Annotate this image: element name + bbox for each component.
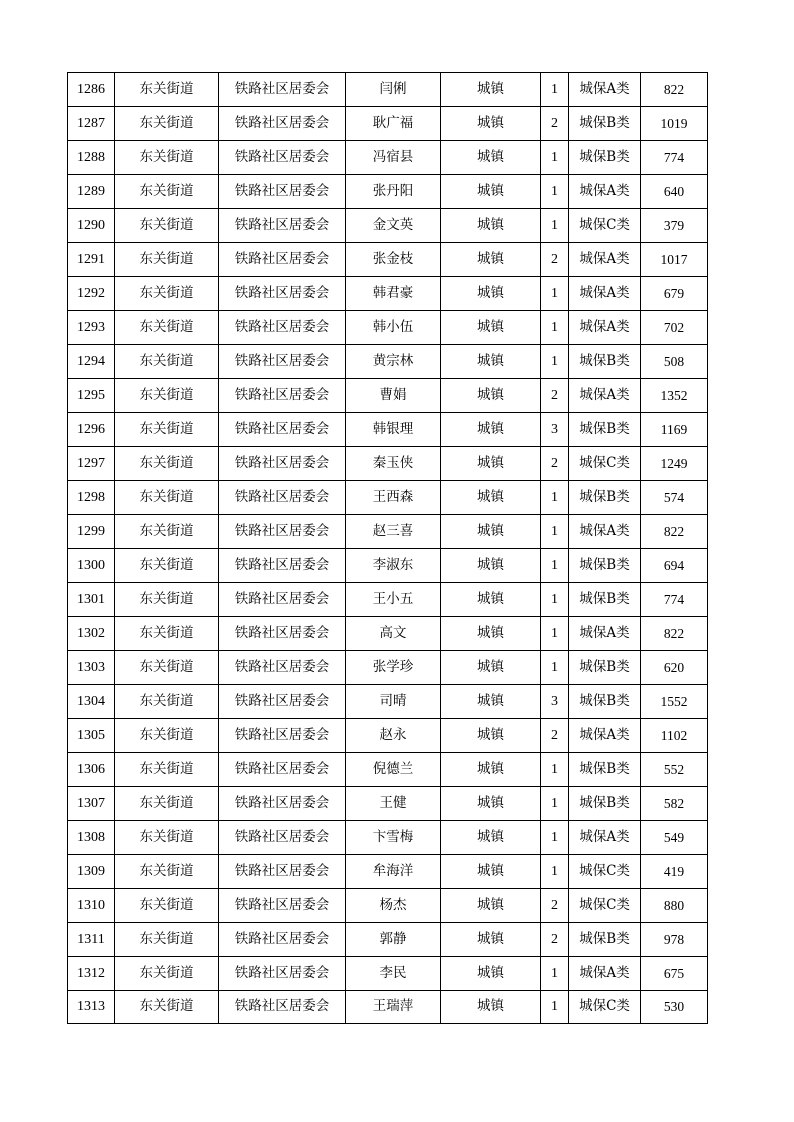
household-count-cell: 2 — [541, 243, 569, 277]
committee-cell: 铁路社区居委会 — [219, 991, 346, 1024]
category-cell: 城保C类 — [569, 447, 641, 481]
person-name-cell: 王瑞萍 — [346, 991, 441, 1024]
category-cell: 城保A类 — [569, 243, 641, 277]
table-row — [68, 957, 708, 991]
serial-number-cell: 1309 — [68, 855, 115, 889]
household-count-cell: 1 — [541, 583, 569, 617]
amount-cell: 1552 — [641, 685, 708, 719]
amount-cell: 419 — [641, 855, 708, 889]
amount-cell: 822 — [641, 515, 708, 549]
serial-number-cell: 1306 — [68, 753, 115, 787]
street-cell: 东关街道 — [115, 311, 219, 345]
committee-cell: 铁路社区居委会 — [219, 379, 346, 413]
serial-number-cell: 1290 — [68, 209, 115, 243]
category-cell: 城保A类 — [569, 73, 641, 107]
amount-cell: 679 — [641, 277, 708, 311]
street-cell: 东关街道 — [115, 617, 219, 651]
committee-cell: 铁路社区居委会 — [219, 73, 346, 107]
area-type-cell: 城镇 — [441, 889, 541, 923]
area-type-cell: 城镇 — [441, 515, 541, 549]
street-cell: 东关街道 — [115, 277, 219, 311]
table-row — [68, 413, 708, 447]
table-row — [68, 311, 708, 345]
household-count-cell: 1 — [541, 651, 569, 685]
amount-cell: 552 — [641, 753, 708, 787]
area-type-cell: 城镇 — [441, 923, 541, 957]
amount-cell: 530 — [641, 991, 708, 1024]
area-type-cell: 城镇 — [441, 277, 541, 311]
category-cell: 城保A类 — [569, 719, 641, 753]
area-type-cell: 城镇 — [441, 243, 541, 277]
household-count-cell: 3 — [541, 685, 569, 719]
committee-cell: 铁路社区居委会 — [219, 515, 346, 549]
category-cell: 城保C类 — [569, 889, 641, 923]
street-cell: 东关街道 — [115, 73, 219, 107]
table-row — [68, 209, 708, 243]
household-count-cell: 1 — [541, 277, 569, 311]
amount-cell: 694 — [641, 549, 708, 583]
household-count-cell: 2 — [541, 379, 569, 413]
household-count-cell: 1 — [541, 73, 569, 107]
table-row — [68, 515, 708, 549]
street-cell: 东关街道 — [115, 481, 219, 515]
household-count-cell: 1 — [541, 209, 569, 243]
household-count-cell: 1 — [541, 175, 569, 209]
table-row — [68, 549, 708, 583]
area-type-cell: 城镇 — [441, 73, 541, 107]
table-row — [68, 753, 708, 787]
street-cell: 东关街道 — [115, 107, 219, 141]
person-name-cell: 冯宿县 — [346, 141, 441, 175]
committee-cell: 铁路社区居委会 — [219, 243, 346, 277]
table-row — [68, 719, 708, 753]
serial-number-cell: 1303 — [68, 651, 115, 685]
table-row — [68, 447, 708, 481]
person-name-cell: 王西森 — [346, 481, 441, 515]
household-count-cell: 3 — [541, 413, 569, 447]
amount-cell: 774 — [641, 583, 708, 617]
area-type-cell: 城镇 — [441, 617, 541, 651]
serial-number-cell: 1291 — [68, 243, 115, 277]
street-cell: 东关街道 — [115, 515, 219, 549]
person-name-cell: 牟海洋 — [346, 855, 441, 889]
category-cell: 城保A类 — [569, 821, 641, 855]
committee-cell: 铁路社区居委会 — [219, 107, 346, 141]
category-cell: 城保A类 — [569, 175, 641, 209]
area-type-cell: 城镇 — [441, 345, 541, 379]
person-name-cell: 张丹阳 — [346, 175, 441, 209]
beneficiary-table — [67, 72, 708, 1024]
household-count-cell: 1 — [541, 515, 569, 549]
area-type-cell: 城镇 — [441, 175, 541, 209]
street-cell: 东关街道 — [115, 821, 219, 855]
category-cell: 城保C类 — [569, 855, 641, 889]
household-count-cell: 2 — [541, 889, 569, 923]
committee-cell: 铁路社区居委会 — [219, 345, 346, 379]
amount-cell: 822 — [641, 617, 708, 651]
area-type-cell: 城镇 — [441, 311, 541, 345]
household-count-cell: 1 — [541, 821, 569, 855]
street-cell: 东关街道 — [115, 345, 219, 379]
category-cell: 城保B类 — [569, 685, 641, 719]
committee-cell: 铁路社区居委会 — [219, 855, 346, 889]
serial-number-cell: 1313 — [68, 991, 115, 1024]
table-row — [68, 923, 708, 957]
category-cell: 城保A类 — [569, 515, 641, 549]
household-count-cell: 1 — [541, 617, 569, 651]
person-name-cell: 韩君豪 — [346, 277, 441, 311]
committee-cell: 铁路社区居委会 — [219, 413, 346, 447]
street-cell: 东关街道 — [115, 175, 219, 209]
table-row — [68, 141, 708, 175]
household-count-cell: 1 — [541, 957, 569, 991]
street-cell: 东关街道 — [115, 991, 219, 1024]
area-type-cell: 城镇 — [441, 481, 541, 515]
serial-number-cell: 1286 — [68, 73, 115, 107]
table-row — [68, 243, 708, 277]
category-cell: 城保A类 — [569, 311, 641, 345]
serial-number-cell: 1289 — [68, 175, 115, 209]
street-cell: 东关街道 — [115, 719, 219, 753]
street-cell: 东关街道 — [115, 243, 219, 277]
committee-cell: 铁路社区居委会 — [219, 651, 346, 685]
table-row — [68, 821, 708, 855]
committee-cell: 铁路社区居委会 — [219, 821, 346, 855]
category-cell: 城保C类 — [569, 209, 641, 243]
category-cell: 城保B类 — [569, 787, 641, 821]
table-row — [68, 175, 708, 209]
amount-cell: 978 — [641, 923, 708, 957]
table-row — [68, 277, 708, 311]
household-count-cell: 2 — [541, 923, 569, 957]
person-name-cell: 金文英 — [346, 209, 441, 243]
street-cell: 东关街道 — [115, 379, 219, 413]
table-row — [68, 107, 708, 141]
committee-cell: 铁路社区居委会 — [219, 753, 346, 787]
table-row — [68, 685, 708, 719]
amount-cell: 574 — [641, 481, 708, 515]
serial-number-cell: 1287 — [68, 107, 115, 141]
serial-number-cell: 1301 — [68, 583, 115, 617]
table-row — [68, 379, 708, 413]
street-cell: 东关街道 — [115, 923, 219, 957]
committee-cell: 铁路社区居委会 — [219, 957, 346, 991]
amount-cell: 1352 — [641, 379, 708, 413]
table-row — [68, 855, 708, 889]
street-cell: 东关街道 — [115, 753, 219, 787]
street-cell: 东关街道 — [115, 651, 219, 685]
household-count-cell: 2 — [541, 107, 569, 141]
serial-number-cell: 1299 — [68, 515, 115, 549]
category-cell: 城保A类 — [569, 379, 641, 413]
person-name-cell: 李淑东 — [346, 549, 441, 583]
amount-cell: 549 — [641, 821, 708, 855]
committee-cell: 铁路社区居委会 — [219, 311, 346, 345]
amount-cell: 582 — [641, 787, 708, 821]
category-cell: 城保B类 — [569, 753, 641, 787]
street-cell: 东关街道 — [115, 583, 219, 617]
table-row — [68, 889, 708, 923]
committee-cell: 铁路社区居委会 — [219, 787, 346, 821]
person-name-cell: 赵三喜 — [346, 515, 441, 549]
category-cell: 城保B类 — [569, 107, 641, 141]
committee-cell: 铁路社区居委会 — [219, 923, 346, 957]
table-row — [68, 481, 708, 515]
serial-number-cell: 1312 — [68, 957, 115, 991]
committee-cell: 铁路社区居委会 — [219, 481, 346, 515]
household-count-cell: 1 — [541, 753, 569, 787]
category-cell: 城保B类 — [569, 141, 641, 175]
serial-number-cell: 1292 — [68, 277, 115, 311]
committee-cell: 铁路社区居委会 — [219, 549, 346, 583]
serial-number-cell: 1311 — [68, 923, 115, 957]
serial-number-cell: 1305 — [68, 719, 115, 753]
table-row — [68, 991, 708, 1024]
category-cell: 城保B类 — [569, 481, 641, 515]
household-count-cell: 1 — [541, 549, 569, 583]
table-row — [68, 651, 708, 685]
committee-cell: 铁路社区居委会 — [219, 583, 346, 617]
amount-cell: 508 — [641, 345, 708, 379]
amount-cell: 1249 — [641, 447, 708, 481]
serial-number-cell: 1302 — [68, 617, 115, 651]
household-count-cell: 1 — [541, 855, 569, 889]
amount-cell: 1019 — [641, 107, 708, 141]
table-row — [68, 787, 708, 821]
person-name-cell: 卞雪梅 — [346, 821, 441, 855]
street-cell: 东关街道 — [115, 787, 219, 821]
area-type-cell: 城镇 — [441, 107, 541, 141]
serial-number-cell: 1293 — [68, 311, 115, 345]
serial-number-cell: 1307 — [68, 787, 115, 821]
area-type-cell: 城镇 — [441, 583, 541, 617]
household-count-cell: 1 — [541, 311, 569, 345]
serial-number-cell: 1295 — [68, 379, 115, 413]
person-name-cell: 李民 — [346, 957, 441, 991]
area-type-cell: 城镇 — [441, 753, 541, 787]
amount-cell: 1169 — [641, 413, 708, 447]
person-name-cell: 郭静 — [346, 923, 441, 957]
street-cell: 东关街道 — [115, 957, 219, 991]
person-name-cell: 闫俐 — [346, 73, 441, 107]
street-cell: 东关街道 — [115, 685, 219, 719]
person-name-cell: 耿广福 — [346, 107, 441, 141]
serial-number-cell: 1308 — [68, 821, 115, 855]
person-name-cell: 黄宗林 — [346, 345, 441, 379]
amount-cell: 702 — [641, 311, 708, 345]
area-type-cell: 城镇 — [441, 685, 541, 719]
serial-number-cell: 1296 — [68, 413, 115, 447]
person-name-cell: 王小五 — [346, 583, 441, 617]
area-type-cell: 城镇 — [441, 821, 541, 855]
person-name-cell: 韩银理 — [346, 413, 441, 447]
person-name-cell: 倪德兰 — [346, 753, 441, 787]
street-cell: 东关街道 — [115, 855, 219, 889]
table-row — [68, 345, 708, 379]
street-cell: 东关街道 — [115, 413, 219, 447]
category-cell: 城保B类 — [569, 345, 641, 379]
committee-cell: 铁路社区居委会 — [219, 889, 346, 923]
person-name-cell: 高文 — [346, 617, 441, 651]
serial-number-cell: 1300 — [68, 549, 115, 583]
area-type-cell: 城镇 — [441, 447, 541, 481]
area-type-cell: 城镇 — [441, 549, 541, 583]
household-count-cell: 2 — [541, 447, 569, 481]
street-cell: 东关街道 — [115, 889, 219, 923]
person-name-cell: 杨杰 — [346, 889, 441, 923]
serial-number-cell: 1310 — [68, 889, 115, 923]
person-name-cell: 张金枝 — [346, 243, 441, 277]
category-cell: 城保B类 — [569, 549, 641, 583]
person-name-cell: 王健 — [346, 787, 441, 821]
amount-cell: 620 — [641, 651, 708, 685]
household-count-cell: 1 — [541, 787, 569, 821]
serial-number-cell: 1297 — [68, 447, 115, 481]
area-type-cell: 城镇 — [441, 379, 541, 413]
street-cell: 东关街道 — [115, 209, 219, 243]
area-type-cell: 城镇 — [441, 991, 541, 1024]
committee-cell: 铁路社区居委会 — [219, 685, 346, 719]
serial-number-cell: 1298 — [68, 481, 115, 515]
category-cell: 城保B类 — [569, 413, 641, 447]
serial-number-cell: 1304 — [68, 685, 115, 719]
household-count-cell: 1 — [541, 141, 569, 175]
category-cell: 城保B类 — [569, 583, 641, 617]
amount-cell: 1102 — [641, 719, 708, 753]
person-name-cell: 赵永 — [346, 719, 441, 753]
area-type-cell: 城镇 — [441, 719, 541, 753]
committee-cell: 铁路社区居委会 — [219, 141, 346, 175]
committee-cell: 铁路社区居委会 — [219, 617, 346, 651]
category-cell: 城保A类 — [569, 277, 641, 311]
area-type-cell: 城镇 — [441, 141, 541, 175]
table-body — [68, 73, 708, 1024]
category-cell: 城保B类 — [569, 923, 641, 957]
amount-cell: 822 — [641, 73, 708, 107]
committee-cell: 铁路社区居委会 — [219, 719, 346, 753]
amount-cell: 640 — [641, 175, 708, 209]
street-cell: 东关街道 — [115, 141, 219, 175]
area-type-cell: 城镇 — [441, 787, 541, 821]
household-count-cell: 2 — [541, 719, 569, 753]
area-type-cell: 城镇 — [441, 957, 541, 991]
person-name-cell: 司晴 — [346, 685, 441, 719]
category-cell: 城保C类 — [569, 991, 641, 1024]
amount-cell: 675 — [641, 957, 708, 991]
amount-cell: 774 — [641, 141, 708, 175]
area-type-cell: 城镇 — [441, 413, 541, 447]
street-cell: 东关街道 — [115, 549, 219, 583]
household-count-cell: 1 — [541, 991, 569, 1024]
committee-cell: 铁路社区居委会 — [219, 209, 346, 243]
area-type-cell: 城镇 — [441, 651, 541, 685]
table-row — [68, 73, 708, 107]
amount-cell: 880 — [641, 889, 708, 923]
committee-cell: 铁路社区居委会 — [219, 447, 346, 481]
amount-cell: 379 — [641, 209, 708, 243]
category-cell: 城保A类 — [569, 617, 641, 651]
household-count-cell: 1 — [541, 345, 569, 379]
street-cell: 东关街道 — [115, 447, 219, 481]
table-row — [68, 617, 708, 651]
committee-cell: 铁路社区居委会 — [219, 175, 346, 209]
amount-cell: 1017 — [641, 243, 708, 277]
serial-number-cell: 1288 — [68, 141, 115, 175]
category-cell: 城保B类 — [569, 651, 641, 685]
area-type-cell: 城镇 — [441, 855, 541, 889]
area-type-cell: 城镇 — [441, 209, 541, 243]
household-count-cell: 1 — [541, 481, 569, 515]
person-name-cell: 韩小伍 — [346, 311, 441, 345]
table-row — [68, 583, 708, 617]
person-name-cell: 秦玉侠 — [346, 447, 441, 481]
person-name-cell: 张学珍 — [346, 651, 441, 685]
committee-cell: 铁路社区居委会 — [219, 277, 346, 311]
category-cell: 城保A类 — [569, 957, 641, 991]
person-name-cell: 曹娟 — [346, 379, 441, 413]
serial-number-cell: 1294 — [68, 345, 115, 379]
